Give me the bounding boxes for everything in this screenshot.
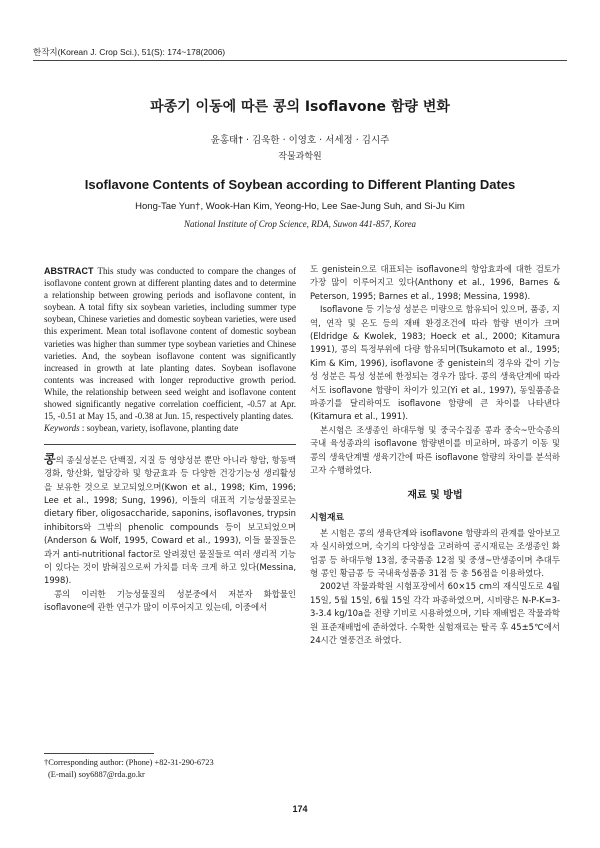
intro-dropcap: 콩 — [44, 451, 56, 466]
section-title-methods: 재료 및 방법 — [407, 489, 463, 501]
abstract-heading: ABSTRACT — [44, 266, 94, 276]
intro-paragraph-4: Isoflavone 등 기능성 성분은 미량으로 함유되어 있으며, 품종, 지역, 연작 및 온도 등의 재배 환경조건에 따라 함량 변이가 크며(Eldridge & Kwolek, 1983; Hoeck et al., 2000; Kitamura 1991), 콩의 특정부위에 다량 함유되며(Tsukamoto et al., 1995; Kim & Kim, 1996), isoflavone 중 genistein의 경우와 같이 기능성 성분은 특성 성분에 한정되는 경우가 많다. 콩의 생육단계에 따라서도 isoflavone 함량이 차이가 있고(Yi et al., 1997), 동일품종을 파종기를 달리하여도 isoflavone 함량에 큰 차이를 나타낸다(Kitamura et al., 1991). — [310, 304, 560, 422]
footnote-email: (E-mail) soy6887@rda.go.kr — [48, 769, 145, 779]
footnote-phone: †Corresponding author: (Phone) +82-31-290-6723 — [44, 758, 214, 767]
keywords-label: Keywords — [44, 423, 80, 434]
header-divider — [33, 60, 567, 61]
methods-paragraph-2: 2002년 작물과학원 시험포장에서 60×15 cm의 재식밀도로 4월 15일, 5월 15일, 6월 15일 각각 파종하였으며, 시비량은 N-P-K=3-3-3.4 kg/10a을 전량 기비로 시용하였으며, 기타 재배법은 작물과학원 표준재배법에 준하였다. 수확한 실험재료는 탈곡 후 45±5℃에서 24시간 열풍건조 하였다. — [310, 581, 560, 645]
authors-english: Hong-Tae Yun†, Wook-Han Kim, Yeong-Ho, Lee Sae-Jung Suh, and Si-Ju Kim — [135, 201, 465, 212]
intro-paragraph-5: 본시험은 조생종인 하대두형 및 중국수집종 콩과 중숙~만숙종의 국내 육성종과의 isoflavone 함량변이를 비교하며, 파종기 이동 및 콩의 생육단계별 생육기간에 따른 isoflavone 함량의 차이를 분석하고자 수행하였다. — [310, 424, 560, 476]
corresponding-author-footnote — [44, 753, 296, 780]
keywords — [44, 422, 296, 435]
intro-paragraph-3: 도 genistein으로 대표되는 isoflavone의 항암효과에 대한 검토가 가장 많이 이루어지고 있다(Anthony et al., 1996, Barnes & Peterson, 1995; Barnes et al., 1998; Messina, 1998). — [310, 264, 560, 301]
intro-paragraph-1 — [44, 453, 296, 588]
authors-korean: 윤홍태† · 김욱한 · 이영호 · 서세정 · 김시주 — [210, 135, 390, 146]
title-english: Isoflavone Contents of Soybean according to Different Planting Dates — [84, 177, 516, 192]
intro-paragraph-2: 콩의 이러한 기능성물질의 성분중에서 저분자 화합물인 isoflavone에 관한 연구가 많이 이루어지고 있는데, 이중에서 — [44, 588, 296, 613]
affiliation-english: National Institute of Crop Science, RDA, Suwon 441-857, Korea — [183, 219, 417, 229]
subsection-title-materials: 시험재료 — [310, 513, 344, 524]
intro-paragraph-1-text: 의 종실성분은 단백질, 지질 등 영양성분 뿐만 아니라 항암, 항동맥경화, 항산화, 혈당강하 및 항균효과 등 다양한 건강기능성 생리활성을 보유한 것으로 보고되었으며(Kwon et al., 1998; Kim, 1996; Lee et al., 1998; Sung, 1996), 이들의 대표적 기능성물질로는 dietary fiber, oligosaccharide, saponins, isoflavones, trypsin inhibitors와 그밖의 phenolic compounds 등이 보고되었으며(Anderson & Wolf, 1995, Coward et al., 1993), 이들 물질들은 과거 anti-nutritional factor로 알려졌던 물질들로 여러 생리적 기능이 있다는 것이 밝혀짐으로써 가치를 더욱 크게 하고 있다(Messina, 1998). — [44, 454, 296, 586]
right-column — [310, 263, 560, 647]
title-korean: 파종기 이동에 따른 콩의 Isoflavone 함량 변화 — [150, 99, 450, 115]
left-column — [44, 265, 296, 615]
abstract — [44, 265, 296, 422]
abstract-divider — [44, 444, 296, 445]
abstract-text: This study was conducted to compare the changes of isoflavone content grown at different planting dates and to determine a relationship between growing periods and isoflavone content, in soybean. A total fifty six soybean varieties, including summer type soybean, Chinese varieties and domestic soybean varieties, were used this experiment. Mean total isoflavone content of domestic soybean varieties was higher than summer type soybean varieties and Chinese varieties. And, the soybean isoflavone content was significantly increased in growth at late planting dates. Soybean isoflavone contents was increased with longer reproductive growth period. While, the relationship between seed weight and isoflavone content showed significantly negative correlation coefficient, -0.57 at Apr. 15, -0.51 at May 15, and -0.38 at Jun. 15, respectively planting dates. — [44, 266, 296, 422]
methods-paragraph-1: 본 시험은 콩의 생육단계와 isoflavone 함량과의 관계를 알아보고자 실시하였으며, 숙기의 다양성을 고려하여 공시재료는 조생종인 화엄콩 등 하대두형 13점, 중국품종 12점 및 중생~만생종이며 추대두형 콩인 황금콩 등 국내육성품종 31점 등 총 56점을 이용하였다. — [310, 527, 560, 578]
journal-citation: 한작지(Korean J. Crop Sci.), 51(S): 174~178(2006) — [33, 47, 226, 57]
keywords-text: : soybean, variety, isoflavone, planting date — [79, 423, 239, 434]
affiliation-korean: 작물과학원 — [278, 152, 322, 162]
page-number: 174 — [292, 804, 308, 814]
footnote-divider — [44, 753, 154, 754]
